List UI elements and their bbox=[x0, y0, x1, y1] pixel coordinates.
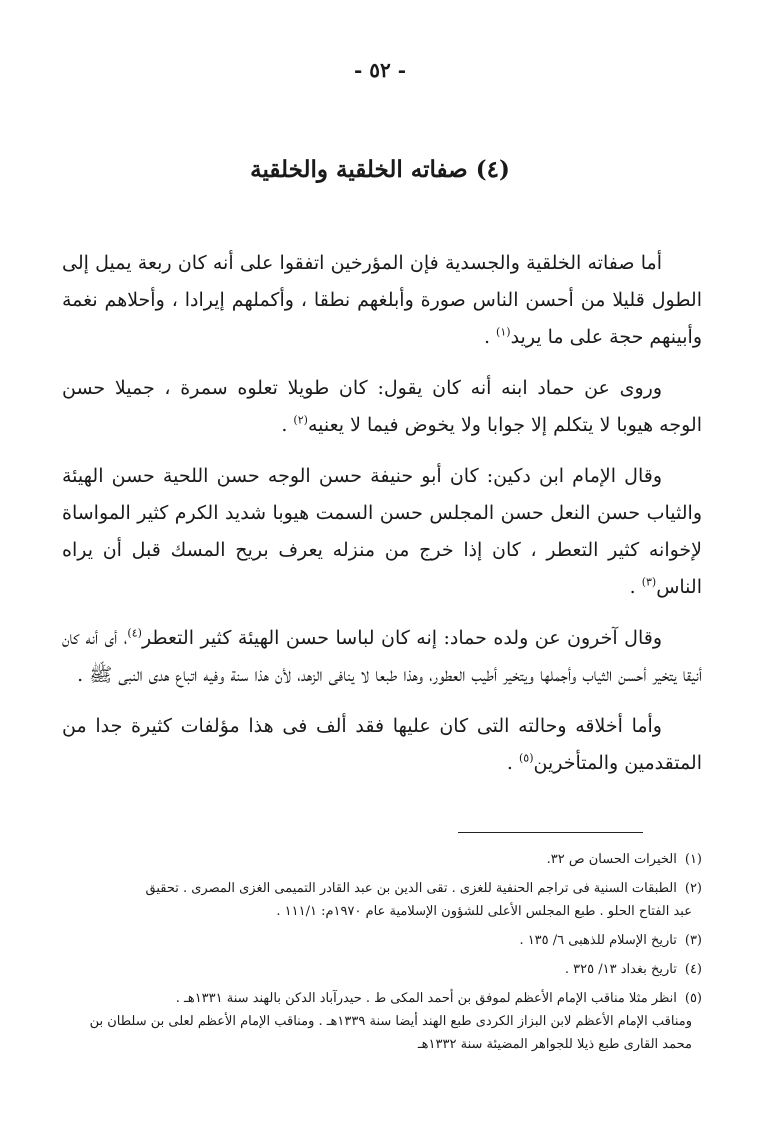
footnote-ref: (١) bbox=[496, 325, 511, 339]
paragraph: وأما أخلاقه وحالته التى كان عليها فقد ألف فى هذا مؤلفات كثيرة جدا من المتقدمين والمتأخرين$^{(٥)}$ . bbox=[62, 715, 702, 774]
footnote: (٣)تاريخ الإسلام للذهبى ٦/ ١٣٥ . bbox=[519, 933, 702, 948]
footnote-ref: (٣) bbox=[641, 575, 657, 589]
footnote: (١)الخيرات الحسان ص ٣٢. bbox=[546, 852, 702, 867]
paragraph: وقال آخرون عن ولده حماد: إنه كان لباسا حسن الهيئة كثير التعطر$^{(٤)}$، أى أنه كان أنيقا يتخير أحسن الثياب وأجملها ويتخير أطيب العطور، وهذا طبعا لا ينافى الزهد، لأن هذا سنة وفيه اتباع هدى النبى ﷺ . bbox=[62, 626, 702, 686]
paragraph: وروى عن حماد ابنه أنه كان يقول: كان طويلا تعلوه سمرة ، جميلا حسن الوجه هيوبا لا يتكلم إلا جوابا ولا يخوض فيما لا يعنيه$^{(٢)}$ . bbox=[62, 377, 702, 436]
footnote-ref: (٤) bbox=[127, 626, 142, 640]
page-number: - ٥٢ - bbox=[353, 58, 406, 82]
footnotes bbox=[82, 848, 702, 1062]
footnote: (٤)تاريخ بغداد ١٣/ ٣٢٥ . bbox=[564, 962, 702, 977]
paragraph: أما صفاته الخلقية والجسدية فإن المؤرخين اتفقوا على أنه كان ربعة يميل إلى الطول قليلا من أحسن الناس صورة وأبلغهم نطقا ، وأكملهم إيرادا ، وأحلاهم نغمة وأبينهم حجة على ما يريد$^{(١)}$ . bbox=[62, 252, 702, 348]
main-text bbox=[62, 245, 702, 796]
footnote: (٢)الطبقات السنية فى تراجم الحنفية للغزى . تقى الدين بن عبد القادر التميمى الغزى المصرى . تحقيق عبد الفتاح الحلو . طبع المجلس الأعلى للشؤون الإسلامية عام ١٩٧٠م: ١١١/١ . bbox=[145, 881, 702, 919]
footnote: (٥)انظر مثلا مناقب الإمام الأعظم لموفق بن أحمد المكى ط . حيدرآباد الدكن بالهند سنة ١٣٣١هـ . ومناقب الإمام الأعظم لابن البزاز الكردى طبع الهند أيضا سنة ١٣٣٩هـ . ومناقب الإمام الأعظم لعلى بن سلطان بن محمد القارى طبع ذيلا للجواهر المضيئة سنة ١٣٣٢هـ bbox=[89, 991, 702, 1052]
footnote-ref: (٥) bbox=[518, 751, 534, 765]
footnote-ref: (٢) bbox=[293, 413, 308, 427]
paragraph: وقال الإمام ابن دكين: كان أبو حنيفة حسن الوجه حسن اللحية حسن الهيئة والثياب حسن النعل حسن المجلس حسن السمت هيوبا شديد الكرم كثير المواساة لإخوانه كثير التعطر ، كان إذا خرج من منزله يعرف بريح المسك قبل أن يراه الناس$^{(٣)}$ . bbox=[62, 465, 702, 598]
footnote-divider bbox=[458, 832, 643, 833]
chapter-title: (٤) صفاته الخلقية والخلقية bbox=[250, 156, 510, 183]
